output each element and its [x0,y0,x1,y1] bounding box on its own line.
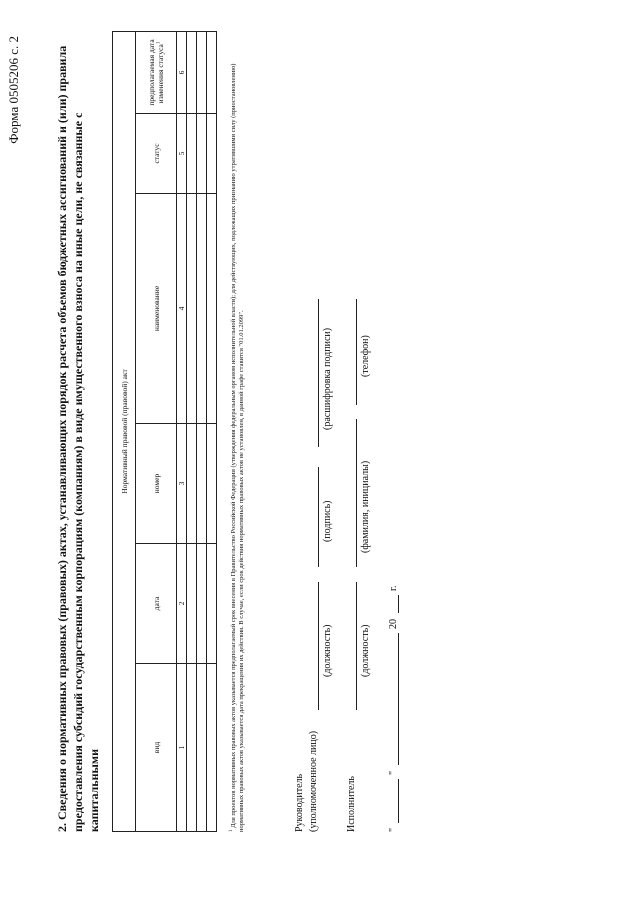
column-header-type: вид [136,664,177,832]
executor-position-line [356,582,357,710]
date-quote-open: " [388,827,399,832]
head-position-line [318,582,319,710]
column-number: 4 [177,194,187,424]
table-cell [207,194,217,424]
normative-acts-table [112,31,217,832]
column-footnote-marker: 1 [156,41,162,45]
date-month-line [398,633,399,765]
head-label-line2: (уполномоченное лицо) [308,730,319,832]
date-year-line [398,595,399,613]
table-cell [187,194,197,424]
table-cell [207,31,217,113]
column-header-status-change-date-text: предполагаемая дата изменения статуса [147,39,165,106]
executor-name-line [356,419,357,567]
table-cell [207,664,217,832]
table-cell [207,424,217,544]
column-number: 5 [177,114,187,194]
footnote-marker: 1 [228,829,234,832]
head-signature-line [318,467,319,567]
head-signature-caption: (подпись) [322,500,333,542]
footnote-text: Для проектов нормативных правовых актов указывается предполагаемый срок внесения в Правительство Российской Федерации (утверждения федеральным органом исполнительной власти); для действующих, подлежащих признанию утратившими силу (приостановлению) нормативных правовых актов указывается дата прекращения их действия. В случае, если срок действия нормативных правовых актов не установлен, в данной графе ставится "01.01.2099". [230,63,245,832]
table-cell [197,664,207,832]
table-cell [187,544,197,664]
column-header-name: наименование [136,194,177,424]
executor-name-caption: (фамилия, инициалы) [360,460,371,553]
column-header-status: статус [136,114,177,194]
executor-phone-caption: (телефон) [360,335,371,377]
head-position-caption: (должность) [322,624,333,677]
table-cell [187,424,197,544]
column-number: 2 [177,544,187,664]
table-cell [187,31,197,113]
table-row [187,31,197,831]
table-cell [187,664,197,832]
column-header-date: дата [136,544,177,664]
table-row [197,31,207,831]
table-cell [197,114,207,194]
executor-phone-line [356,299,357,405]
head-decoding-caption: (расшифровка подписи) [322,327,333,430]
form-number: Форма 0505206 с. 2 [6,36,21,144]
table-cell [197,194,207,424]
column-header-number: номер [136,424,177,544]
table-cell [197,544,207,664]
table-cell [207,114,217,194]
date-quote-close: " [388,770,399,775]
table-cell [207,544,217,664]
table-group-header: Нормативный правовой (правовой) акт [113,31,136,831]
column-header-status-change-date [136,31,177,113]
table-row [207,31,217,831]
column-number: 3 [177,424,187,544]
date-year-prefix: 20 [388,619,399,629]
executor-position-caption: (должность) [360,624,371,677]
table-cell [197,31,207,113]
table-cell [187,114,197,194]
executor-label: Исполнитель [346,776,357,832]
date-year-suffix: г. [388,585,399,591]
head-decoding-line [318,299,319,447]
table-cell [197,424,207,544]
head-label-line1: Руководитель [294,773,305,832]
column-number: 1 [177,664,187,832]
footnote [230,32,246,832]
column-number: 6 [177,31,187,113]
section-title: 2. Сведения о нормативных правовых (правовых) актах, устанавливающих порядок расчета объемов бюджетных ассигнований и (или) правила предоставления субсидий государственным корпорациям (компаниям) в виде имущественного взноса на иные цели, не связанные с капитальными [55,45,101,832]
date-day-line [398,779,399,823]
